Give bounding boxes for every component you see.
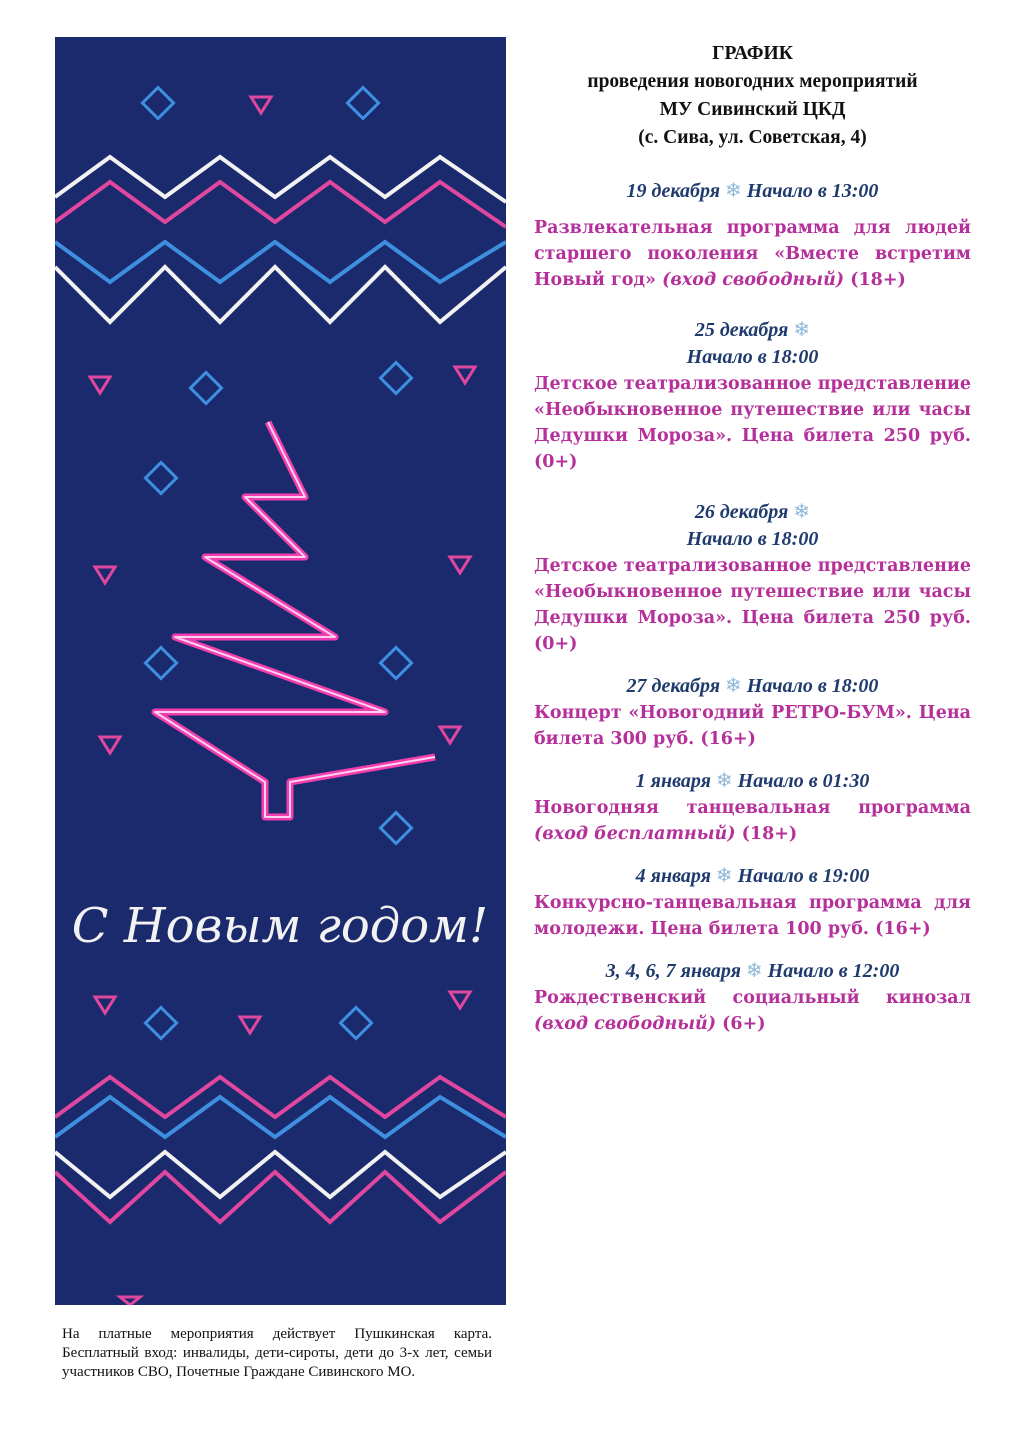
header-title: ГРАФИК (712, 43, 793, 64)
schedule-column (534, 40, 971, 1037)
poster-art (55, 37, 506, 1305)
event-date: 27 декабря (626, 675, 721, 697)
snowflake-icon: ❄ (793, 501, 811, 523)
event-when (534, 178, 971, 205)
snowflake-icon: ❄ (745, 960, 763, 982)
event-time: Начало в 18:00 (746, 675, 879, 697)
event-description: Рождественский социальный кинозал (вход свободный) (6+) (534, 988, 971, 1034)
event-item (534, 499, 971, 657)
event-age: (6+) (722, 1014, 766, 1034)
event-date: 1 января (635, 770, 711, 792)
event-description: Конкурсно-танцевальная программа для молодежи. Цена билета 100 руб. (16+) (534, 893, 971, 939)
snowflake-icon: ❄ (725, 180, 742, 202)
event-time: Начало в 13:00 (746, 180, 879, 202)
event-time: Начало в 12:00 (767, 960, 900, 982)
event-item (534, 178, 971, 293)
header-address: (с. Сива, ул. Советская, 4) (638, 127, 867, 148)
event-age: (18+) (850, 270, 906, 290)
event-description: Новогодняя танцевальная программа (вход бесплатный) (18+) (534, 798, 971, 844)
event-when (534, 499, 971, 553)
header-organization: МУ Сивинский ЦКД (659, 99, 846, 120)
footnote: На платные мероприятия действует Пушкинская карта. Бесплатный вход: инвалиды, дети-сироты, дети до 3-х лет, семьи участников СВО, Почетные Граждане Сивинского МО. (62, 1326, 492, 1380)
event-when (534, 317, 971, 371)
event-when (534, 673, 971, 700)
poster-greeting: С Новым годом! (71, 898, 489, 954)
event-description: Развлекательная программа для людей старшего поколения «Вместе встретим Новый год» (вход свободный) (18+) (534, 218, 971, 290)
poster-image (55, 37, 506, 1305)
snowflake-icon: ❄ (715, 865, 733, 887)
event-date: 3, 4, 6, 7 января (605, 960, 741, 982)
event-date: 26 декабря (694, 501, 789, 523)
event-age: (18+) (741, 824, 798, 844)
event-item (534, 863, 971, 942)
snowflake-icon: ❄ (715, 770, 733, 792)
event-item (534, 958, 971, 1037)
event-description: Детское театрализованное представление «Необыкновенное путешествие или часы Дедушки Мороза». Цена билета 250 руб. (0+) (534, 556, 971, 654)
event-time: Начало в 18:00 (686, 528, 819, 550)
snowflake-icon: ❄ (793, 319, 811, 341)
event-date: 19 декабря (626, 180, 721, 202)
event-item (534, 768, 971, 847)
snowflake-icon: ❄ (725, 675, 742, 697)
event-description: Детское театрализованное представление «Необыкновенное путешествие или часы Дедушки Мороза». Цена билета 250 руб. (0+) (534, 374, 971, 472)
event-time: Начало в 19:00 (737, 865, 870, 887)
event-time: Начало в 18:00 (686, 346, 819, 368)
event-date: 25 декабря (694, 319, 789, 341)
event-time: Начало в 01:30 (737, 770, 870, 792)
event-note: (вход свободный) (534, 1014, 717, 1034)
event-when (534, 863, 971, 890)
event-description: Концерт «Новогодний РЕТРО-БУМ». Цена билета 300 руб. (16+) (534, 703, 971, 749)
schedule-header (534, 40, 971, 152)
event-when (534, 958, 971, 985)
event-note: (вход свободный) (662, 270, 845, 290)
event-when (534, 768, 971, 795)
event-date: 4 января (635, 865, 711, 887)
event-item (534, 317, 971, 475)
event-item (534, 673, 971, 752)
event-note: (вход бесплатный) (534, 824, 736, 844)
header-subtitle: проведения новогодних мероприятий (587, 71, 918, 92)
